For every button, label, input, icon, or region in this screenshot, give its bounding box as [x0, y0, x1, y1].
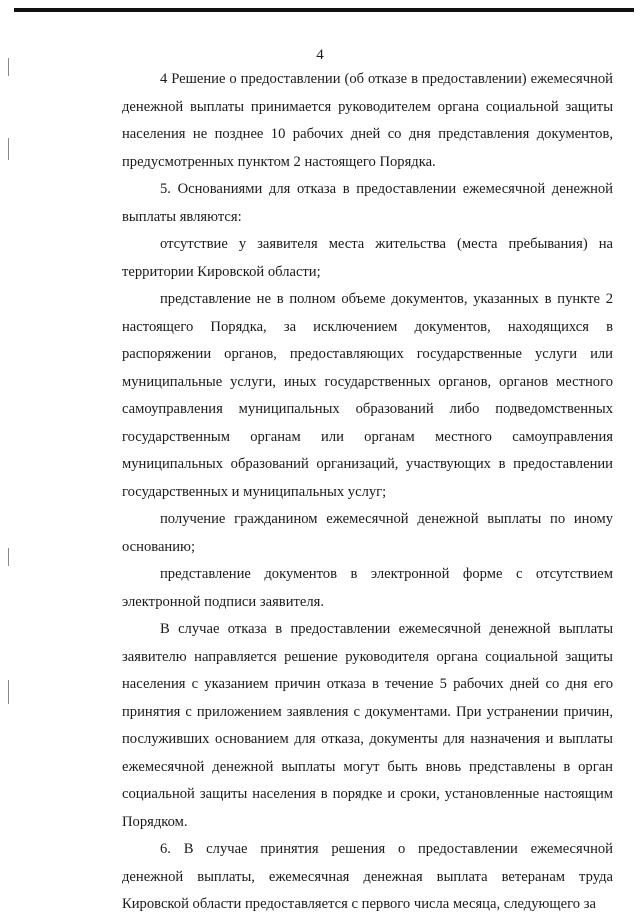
- paragraph-no-residence: отсутствие у заявителя места жительства (места пребывания) на территории Кировской области;: [122, 236, 613, 280]
- paragraph-refusal-notice: В случае отказа в предоставлении ежемесячной денежной выплаты заявителю направляется решение руководителя органа социальной защиты населения с указанием причин отказа в течение 5 рабочих дней со дня его принятия с приложением заявления с документами. При устранении причин, послуживших основанием для отказа, документы для назначения и выплаты ежемесячной денежной выплаты могут быть вновь представлены в орган социальной защиты населения в порядке и сроки, установленные настоящим Порядком.: [122, 621, 613, 830]
- paragraph-decision-deadline: 4 Решение о предоставлении (об отказе в предоставлении) ежемесячной денежной выплаты принимается руководителем органа социальной защиты населения не позднее 10 рабочих дней со дня представления документов, предусмотренных пунктом 2 настоящего Порядка.: [122, 71, 613, 170]
- paragraph-payment-start: 6. В случае принятия решения о предоставлении ежемесячной денежной выплаты, ежемесячная денежная выплата ветеранам труда Кировской области предоставляется с первого числа месяца, следующего за: [122, 841, 613, 912]
- document-body: [122, 66, 613, 919]
- scan-margin-mark: [8, 138, 9, 160]
- paragraph-no-signature: представление документов в электронной форме с отсутствием электронной подписи заявителя.: [122, 566, 613, 610]
- scan-margin-mark: [8, 548, 9, 566]
- paragraph-incomplete-documents: представление не в полном объеме документов, указанных в пункте 2 настоящего Порядка, за исключением документов, находящихся в распоряжении органов, предоставляющих государственные услуги или муниципальные услуги, иных государственных органов, органов местного самоуправления муниципальных образований либо подведомственных государственным органам или органам местного самоуправления муниципальных образований организаций, участвующих в предоставлении государственных и муниципальных услуг;: [122, 291, 613, 500]
- paragraph-other-grounds: получение гражданином ежемесячной денежной выплаты по иному основанию;: [122, 511, 613, 555]
- page-number: 4: [316, 47, 324, 63]
- paragraph-refusal-grounds-intro: 5. Основаниями для отказа в предоставлении ежемесячной денежной выплаты являются:: [122, 181, 613, 225]
- top-border-line: [14, 8, 634, 12]
- scan-margin-mark: [8, 680, 9, 704]
